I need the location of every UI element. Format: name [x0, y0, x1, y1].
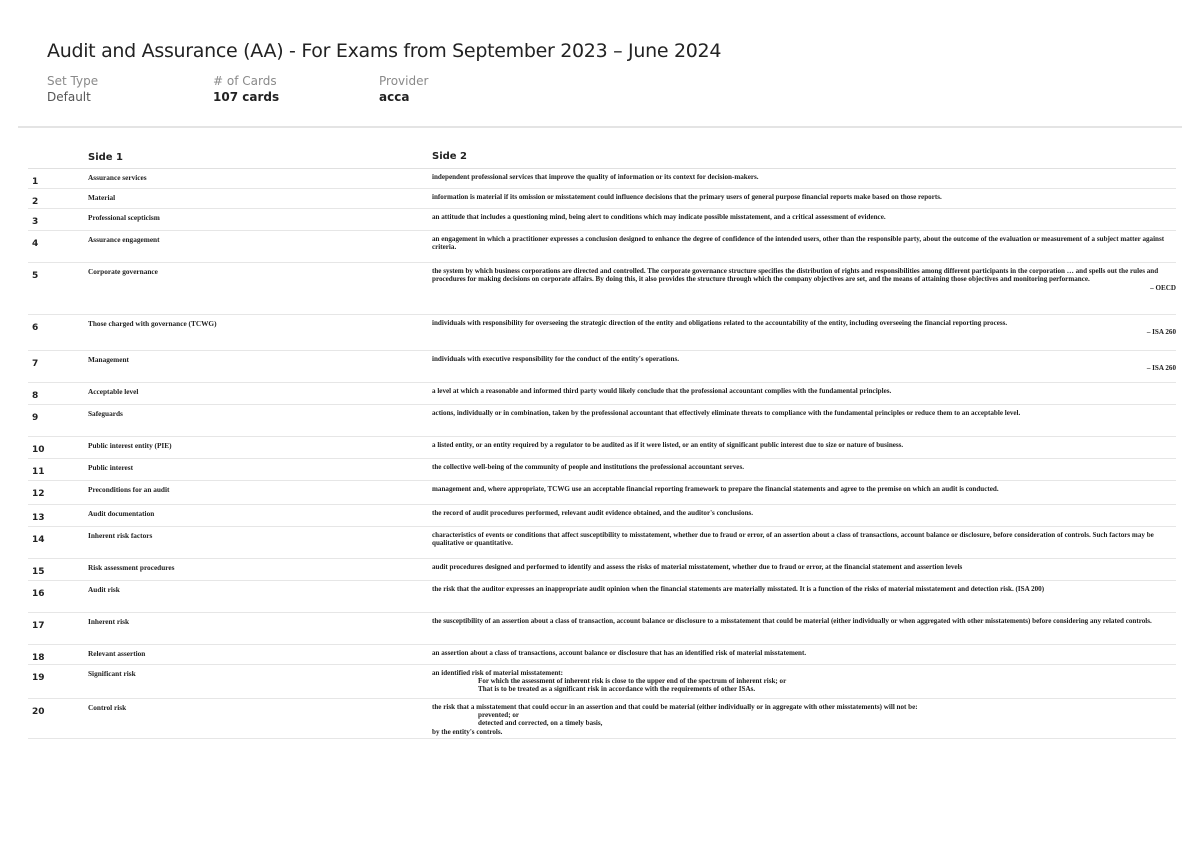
header-divider	[18, 126, 1182, 128]
row-number: 9	[32, 413, 39, 423]
table-row	[28, 481, 1176, 505]
card-term: Risk assessment procedures	[88, 563, 175, 572]
card-term: Those charged with governance (TCWG)	[88, 319, 217, 328]
table-row	[28, 263, 1176, 315]
definition-subitem: That is to be treated as a significant risk in accordance with the requirements of other ISAs.	[478, 685, 756, 694]
card-term: Assurance engagement	[88, 235, 160, 244]
definition-subitem: prevented; or	[478, 711, 520, 720]
table-row	[28, 645, 1176, 665]
table-row	[28, 189, 1176, 209]
row-number: 10	[32, 445, 45, 455]
row-number: 13	[32, 513, 45, 523]
row-number: 3	[32, 217, 39, 227]
table-row	[28, 527, 1176, 559]
card-term: Preconditions for an audit	[88, 485, 170, 494]
definition-text: independent professional services that improve the quality of information or its context for decision-makers.	[432, 173, 759, 181]
card-definition	[432, 383, 1176, 404]
card-definition	[432, 527, 1176, 558]
card-definition	[432, 481, 1176, 504]
card-term: Audit risk	[88, 585, 120, 594]
card-definition	[432, 581, 1176, 612]
card-definition	[432, 405, 1176, 436]
row-number: 7	[32, 359, 39, 369]
row-number: 20	[32, 707, 45, 717]
card-definition	[432, 459, 1176, 480]
definition-text: a listed entity, or an entity required by a regulator to be audited as if it were listed, or an entity of significant public interest due to size or nature of business.	[432, 441, 904, 449]
definition-text: an assertion about a class of transactions, account balance or disclosure that has an identified risk of material misstatement.	[432, 649, 807, 657]
card-definition	[432, 263, 1176, 314]
row-number: 17	[32, 621, 45, 631]
card-term: Inherent risk factors	[88, 531, 153, 540]
card-term: Audit documentation	[88, 509, 155, 518]
card-definition	[432, 437, 1176, 458]
table-row	[28, 405, 1176, 437]
table-row	[28, 383, 1176, 405]
row-number: 18	[32, 653, 45, 663]
table-row	[28, 459, 1176, 481]
table-row	[28, 315, 1176, 351]
definition-text: an identified risk of material misstatement:	[432, 669, 564, 677]
definition-text: the risk that a misstatement that could occur in an assertion and that could be material (either individually or in aggregate with other misstatements) will not be:	[432, 703, 918, 711]
table-row	[28, 581, 1176, 613]
definition-citation: – OECD	[1150, 284, 1176, 293]
definition-subitem: For which the assessment of inherent risk is close to the upper end of the spectrum of inherent risk; or	[478, 677, 787, 686]
definition-text: the system by which business corporations are directed and controlled. The corporate governance structure specifies the distribution of rights and responsibilities among different participants in the corporation … and spells out the rules and procedures for making decisions on corporate affairs. By doing this, it also provides the structure through which the company objectives are set, and the means of attaining those objectives and monitoring performance.	[432, 267, 1159, 284]
col-side2-header: Side 2	[432, 150, 468, 162]
cards-label: # of Cards	[213, 74, 277, 88]
definition-text: actions, individually or in combination, taken by the professional accountant that effectively eliminate threats to compliance with the fundamental principles or reduce them to an acceptable level.	[432, 409, 1021, 417]
set-type-value: Default	[47, 90, 91, 104]
definition-text: an engagement in which a practitioner expresses a conclusion designed to enhance the degree of confidence of the intended users, other than the responsible party, about the outcome of the evaluation or measurement of a subject matter against criteria.	[432, 235, 1165, 252]
row-number: 8	[32, 391, 39, 401]
col-side1-header: Side 1	[88, 151, 124, 163]
card-term: Assurance services	[88, 173, 147, 182]
row-number: 16	[32, 589, 45, 599]
cards-value: 107 cards	[213, 90, 280, 104]
table-row	[28, 613, 1176, 645]
card-term: Public interest entity (PIE)	[88, 441, 172, 450]
table-header	[28, 146, 1176, 169]
definition-text: the record of audit procedures performed, relevant audit evidence obtained, and the auditor's conclusions.	[432, 509, 754, 517]
provider-block	[379, 73, 428, 105]
set-header	[47, 40, 1180, 105]
card-definition	[432, 169, 1176, 188]
table-row	[28, 209, 1176, 231]
page-title: Audit and Assurance (AA) - For Exams from September 2023 – June 2024	[47, 40, 722, 62]
definition-text: individuals with executive responsibility for the conduct of the entity's operations.	[432, 355, 680, 363]
card-term: Inherent risk	[88, 617, 130, 626]
definition-text: the risk that the auditor expresses an inappropriate audit opinion when the financial statements are materially misstated. It is a function of the risks of material misstatement and detection risk. (ISA 200)	[432, 585, 1045, 593]
row-number: 5	[32, 271, 39, 281]
card-definition	[432, 505, 1176, 526]
provider-label: Provider	[379, 74, 429, 88]
table-row	[28, 559, 1176, 581]
card-definition	[432, 209, 1176, 230]
definition-text: the susceptibility of an assertion about a class of transaction, account balance or disclosure to a misstatement that could be material (either individually or when aggregated with other misstatements) before considering any related controls.	[432, 617, 1152, 625]
card-definition	[432, 189, 1176, 208]
card-term: Professional scepticism	[88, 213, 160, 222]
cards-block	[213, 73, 379, 105]
row-number: 14	[32, 535, 45, 545]
card-term: Relevant assertion	[88, 649, 146, 658]
definition-text: an attitude that includes a questioning mind, being alert to conditions which may indicate possible misstatement, and a critical assessment of evidence.	[432, 213, 886, 221]
card-term: Significant risk	[88, 669, 136, 678]
card-term: Corporate governance	[88, 267, 158, 276]
set-meta	[47, 73, 1180, 105]
row-number: 12	[32, 489, 45, 499]
table-row	[28, 351, 1176, 383]
definition-citation: – ISA 260	[1146, 364, 1176, 373]
card-term: Control risk	[88, 703, 127, 712]
card-term: Safeguards	[88, 409, 123, 418]
card-definition	[432, 351, 1176, 382]
card-term: Material	[88, 193, 116, 202]
definition-text: information is material if its omission or misstatement could influence decisions that the primary users of general purpose financial reports make based on those reports.	[432, 193, 942, 201]
set-type-label: Set Type	[47, 74, 99, 88]
card-definition	[432, 645, 1176, 664]
set-type-block	[47, 73, 213, 105]
card-definition	[432, 699, 1176, 738]
definition-citation: – ISA 260	[1146, 328, 1176, 337]
row-number: 15	[32, 567, 45, 577]
table-row	[28, 505, 1176, 527]
row-number: 19	[32, 673, 45, 683]
definition-text: individuals with responsibility for overseeing the strategic direction of the entity and obligations related to the accountability of the entity, including overseeing the financial reporting process.	[432, 319, 1008, 327]
table-row	[28, 169, 1176, 189]
table-row	[28, 231, 1176, 263]
card-definition	[432, 613, 1176, 644]
row-number: 11	[32, 467, 45, 477]
flashcard-table	[28, 146, 1176, 739]
definition-tail: by the entity's controls.	[432, 727, 503, 736]
row-number: 4	[32, 239, 39, 249]
definition-text: characteristics of events or conditions that affect susceptibility to misstatement, whether due to fraud or error, of an assertion about a class of transactions, account balance or disclosure, before consideration of controls. Such factors may be qualitative or quantitative.	[432, 531, 1154, 548]
row-number: 1	[32, 177, 39, 187]
definition-text: a level at which a reasonable and informed third party would likely conclude that the professional accountant complies with the fundamental principles.	[432, 387, 892, 395]
card-term: Acceptable level	[88, 387, 139, 396]
card-definition	[432, 665, 1176, 698]
row-number: 6	[32, 323, 39, 333]
card-term: Public interest	[88, 463, 134, 472]
table-body	[28, 169, 1176, 739]
card-definition	[432, 231, 1176, 262]
definition-text: management and, where appropriate, TCWG use an acceptable financial reporting framework to prepare the financial statements and agree to the premise on which an audit is conducted.	[432, 485, 999, 493]
card-term: Management	[88, 355, 129, 364]
table-row	[28, 437, 1176, 459]
provider-value: acca	[379, 90, 410, 104]
row-number: 2	[32, 197, 39, 207]
table-row	[28, 699, 1176, 739]
definition-subitem: detected and corrected, on a timely basis,	[478, 719, 603, 728]
table-row	[28, 665, 1176, 699]
definition-text: audit procedures designed and performed to identify and assess the risks of material misstatement, whether due to fraud or error, at the financial statement and assertion levels	[432, 563, 963, 571]
card-definition	[432, 315, 1176, 350]
definition-text: the collective well-being of the community of people and institutions the professional accountant serves.	[432, 463, 744, 471]
card-definition	[432, 559, 1176, 580]
